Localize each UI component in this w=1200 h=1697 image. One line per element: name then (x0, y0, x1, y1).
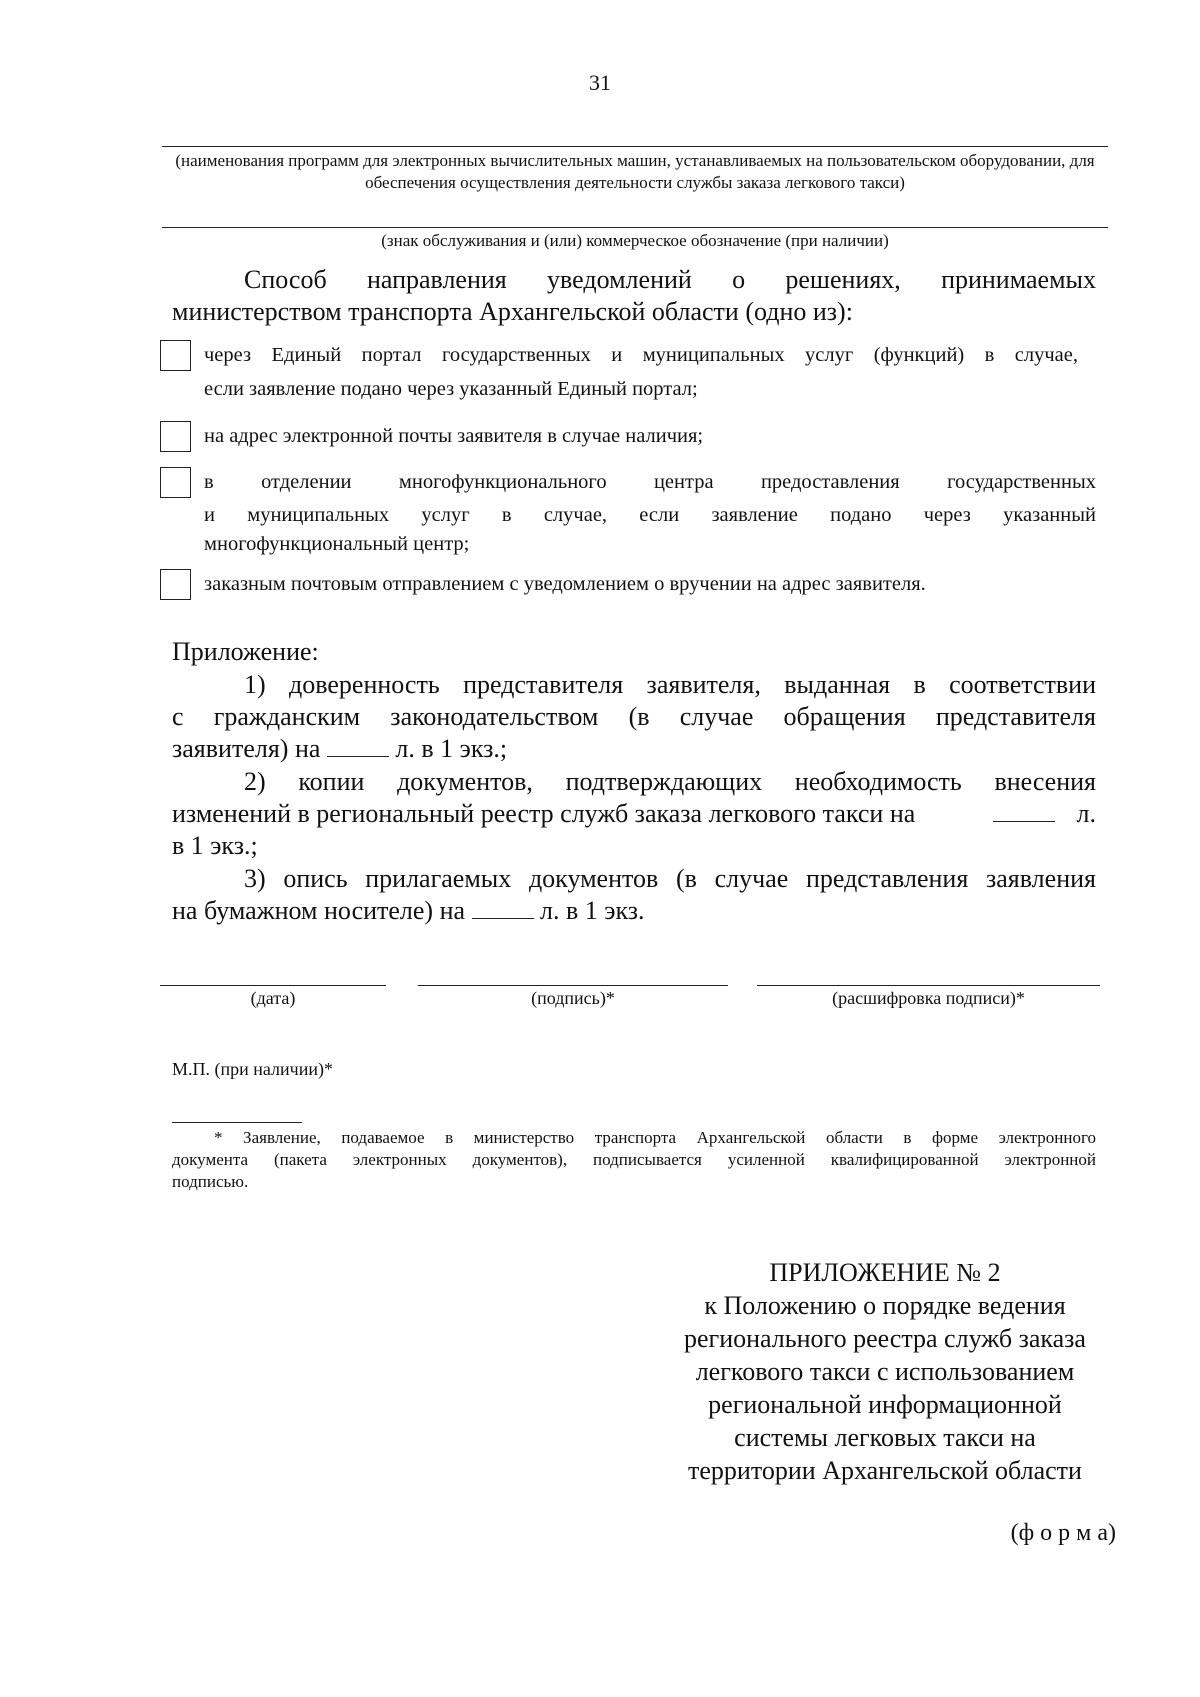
appendix-block (655, 1256, 1115, 1487)
attachment-2-line1: 2) копии документов, подтверждающих необходимость внесения (244, 767, 1096, 796)
notify-option-portal-line1: через Единый портал государственных и муниципальных услуг (функций) в случае, (204, 344, 1078, 366)
footnote-line1: * Заявление, подаваемое в министерство транспорта Архангельской области в форме электронного (214, 1128, 1096, 1147)
attachment-1-prefix: заявителя) на (172, 734, 321, 763)
notify-option-mfc-line3: многофункциональный центр; (204, 533, 470, 555)
notify-option-mfc-checkbox[interactable] (160, 467, 191, 498)
attachment-3-pages-blank (472, 896, 534, 919)
notify-option-mfc-line2: и муниципальных услуг в случае, если заявление подано через указанный (204, 504, 1096, 526)
appendix-line-3: легкового такси с использованием (695, 1357, 1075, 1386)
notify-option-mfc-line1: в отделении многофункционального центра предоставления государственных (204, 471, 1096, 493)
notify-option-email-line1: на адрес электронной почты заявителя в случае наличия; (204, 425, 704, 447)
appendix-line-5: системы легковых такси на (734, 1423, 1036, 1452)
attachment-3-line1: 3) опись прилагаемых документов (в случае представления заявления (244, 864, 1096, 893)
notify-option-post-line1: заказным почтовым отправлением с уведомлением о вручении на адрес заявителя. (204, 573, 926, 595)
attachment-2-suffix: л. (1076, 799, 1096, 828)
signature-decode-label: (расшифровка подписи)* (832, 988, 1025, 1008)
trademark-caption: (знак обслуживания и (или) коммерческое обозначение (при наличии) (381, 231, 889, 250)
appendix-title: ПРИЛОЖЕНИЕ № 2 (769, 1258, 1001, 1287)
attachment-1-line3 (172, 733, 1096, 765)
attachment-1-line1: 1) доверенность представителя заявителя, выданная в соответствии (244, 670, 1096, 699)
date-blank-line (160, 985, 386, 986)
footnote-line2: документа (пакета электронных документов), подписывается усиленной квалифицированной электронной (172, 1150, 1096, 1169)
attachment-3-suffix: л. в 1 экз. (540, 896, 645, 925)
notify-option-portal-checkbox[interactable] (160, 340, 191, 371)
attachment-1-suffix: л. в 1 экз.; (395, 734, 508, 763)
appendix-line-4: региональной информационной (708, 1390, 1062, 1419)
footnote-separator (172, 1122, 302, 1123)
appendix-line-6: территории Архангельской области (688, 1456, 1082, 1485)
date-label: (дата) (250, 988, 296, 1008)
signature-blank-line (418, 985, 728, 986)
attachment-1-line2: с гражданским законодательством (в случае обращения представителя (172, 702, 1096, 731)
attachment-3-line2 (172, 895, 1096, 927)
attachment-2-line2 (172, 798, 1096, 830)
attachments-title: Приложение: (172, 637, 319, 666)
appendix-line-2: регионального реестра служб заказа (684, 1324, 1086, 1353)
software-blank-line (162, 146, 1108, 147)
appendix-line-1: к Положению о порядке ведения (704, 1291, 1066, 1320)
attachment-2-pages-blank (993, 799, 1055, 822)
trademark-blank-line (162, 227, 1108, 228)
notify-option-portal-line2: если заявление подано через указанный Единый портал; (204, 378, 698, 400)
footnote-line3: подписью. (172, 1172, 249, 1191)
attachment-2-tail (993, 798, 1096, 830)
notify-option-email-checkbox[interactable] (160, 421, 191, 452)
page-number: 31 (589, 70, 611, 95)
signature-decode-blank-line (757, 985, 1100, 986)
signature-label: (подпись)* (531, 988, 615, 1008)
attachment-2-line3: в 1 экз.; (172, 831, 258, 860)
notify-heading-line1: Способ направления уведомлений о решениях, принимаемых (244, 265, 1096, 294)
attachment-3-prefix: на бумажном носителе) на (172, 896, 466, 925)
notify-option-post-checkbox[interactable] (160, 569, 191, 600)
software-caption: (наименования программ для электронных вычислительных машин, устанавливаемых на пользовательском оборудовании, для обеспечения осуществления деятельности службы заказа легкового такси) (175, 151, 1095, 192)
attachment-1-pages-blank (327, 734, 389, 757)
form-mark: (ф о р м а) (1010, 1520, 1116, 1546)
stamp-label: М.П. (при наличии)* (172, 1059, 333, 1079)
notify-heading-line2: министерством транспорта Архангельской области (одно из): (172, 297, 853, 326)
attachment-2-prefix: изменений в региональный реестр служб заказа легкового такси на (172, 799, 916, 828)
